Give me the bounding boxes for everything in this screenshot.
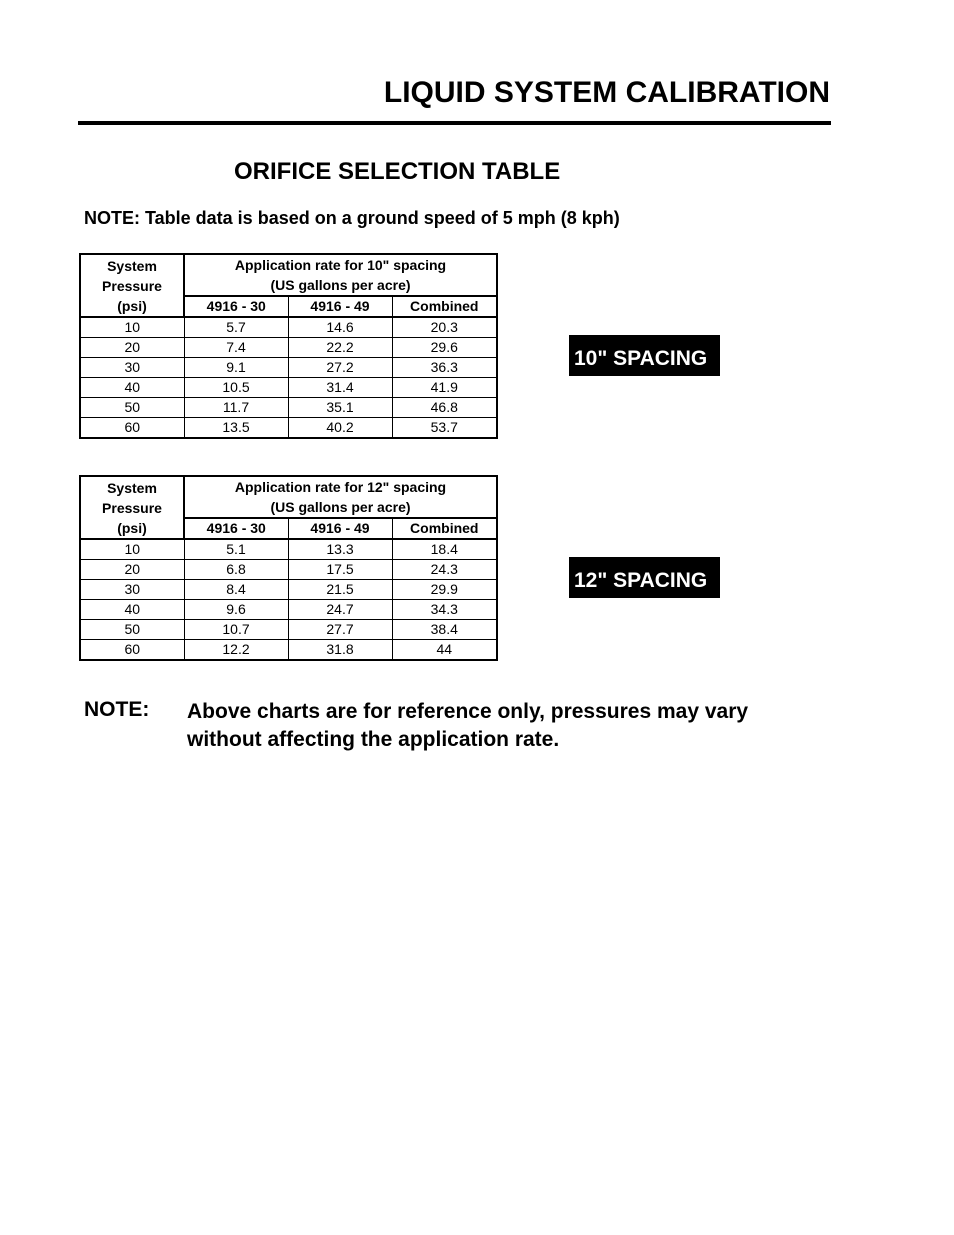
rate-cell: 35.1 bbox=[288, 398, 392, 418]
rate-cell: 14.6 bbox=[288, 317, 392, 338]
pressure-cell: 10 bbox=[80, 539, 184, 560]
rate-cell: 9.6 bbox=[184, 600, 288, 620]
table-row bbox=[80, 358, 497, 378]
pressure-cell: 20 bbox=[80, 338, 184, 358]
rate-cell: 9.1 bbox=[184, 358, 288, 378]
rate-cell: 8.4 bbox=[184, 580, 288, 600]
column-header: Combined bbox=[392, 296, 497, 317]
rate-cell: 21.5 bbox=[288, 580, 392, 600]
rate-cell: 10.7 bbox=[184, 620, 288, 640]
column-header: 4916 - 49 bbox=[288, 518, 392, 539]
table-row bbox=[80, 640, 497, 661]
rate-cell: 24.7 bbox=[288, 600, 392, 620]
pressure-cell: 50 bbox=[80, 620, 184, 640]
rate-cell: 6.8 bbox=[184, 560, 288, 580]
column-header: 4916 - 30 bbox=[184, 296, 288, 317]
header-line: Application rate for 10" spacing bbox=[234, 257, 447, 273]
system-pressure-header bbox=[80, 254, 184, 317]
rate-cell: 38.4 bbox=[392, 620, 497, 640]
table-row bbox=[80, 580, 497, 600]
header-line: Application rate for 12" spacing bbox=[234, 479, 447, 495]
rate-cell: 29.6 bbox=[392, 338, 497, 358]
spacing-badge-12in: 12" SPACING bbox=[569, 557, 720, 598]
rate-cell: 18.4 bbox=[392, 539, 497, 560]
pressure-cell: 20 bbox=[80, 560, 184, 580]
header-line: Pressure bbox=[102, 499, 162, 516]
speed-note: NOTE: Table data is based on a ground speed of 5 mph (8 kph) bbox=[84, 208, 620, 228]
header-line: System bbox=[107, 479, 157, 496]
pressure-cell: 30 bbox=[80, 358, 184, 378]
table-row bbox=[80, 398, 497, 418]
rate-cell: 34.3 bbox=[392, 600, 497, 620]
pressure-cell: 40 bbox=[80, 378, 184, 398]
table-row bbox=[80, 378, 497, 398]
page-title: LIQUID SYSTEM CALIBRATION bbox=[383, 76, 830, 109]
rate-cell: 40.2 bbox=[288, 418, 392, 439]
rate-cell: 44 bbox=[392, 640, 497, 661]
section-title: ORIFICE SELECTION TABLE bbox=[234, 158, 561, 185]
pressure-cell: 60 bbox=[80, 640, 184, 661]
table-row bbox=[80, 620, 497, 640]
spacing-badge-10in: 10" SPACING bbox=[569, 335, 720, 376]
column-header: Combined bbox=[392, 518, 497, 539]
header-line: System bbox=[107, 257, 157, 274]
table-row bbox=[80, 338, 497, 358]
header-line: Pressure bbox=[102, 277, 162, 294]
rate-cell: 13.5 bbox=[184, 418, 288, 439]
rate-cell: 31.8 bbox=[288, 640, 392, 661]
rate-cell: 41.9 bbox=[392, 378, 497, 398]
header-rule bbox=[78, 121, 831, 125]
reference-note-text: Above charts are for reference only, pressures may vary without affecting the application rate. bbox=[187, 700, 749, 751]
pressure-cell: 40 bbox=[80, 600, 184, 620]
rate-cell: 22.2 bbox=[288, 338, 392, 358]
rate-cell: 17.5 bbox=[288, 560, 392, 580]
rate-cell: 24.3 bbox=[392, 560, 497, 580]
orifice-table-12in bbox=[79, 475, 498, 661]
rate-cell: 5.7 bbox=[184, 317, 288, 338]
application-rate-header bbox=[184, 254, 497, 296]
rate-cell: 53.7 bbox=[392, 418, 497, 439]
pressure-cell: 50 bbox=[80, 398, 184, 418]
rate-cell: 31.4 bbox=[288, 378, 392, 398]
header-line: (psi) bbox=[117, 519, 147, 536]
header-line: (US gallons per acre) bbox=[270, 277, 411, 293]
rate-cell: 46.8 bbox=[392, 398, 497, 418]
table-row bbox=[80, 600, 497, 620]
table-row bbox=[80, 539, 497, 560]
rate-cell: 27.2 bbox=[288, 358, 392, 378]
table-row bbox=[80, 560, 497, 580]
column-header: 4916 - 30 bbox=[184, 518, 288, 539]
column-header: 4916 - 49 bbox=[288, 296, 392, 317]
rate-cell: 27.7 bbox=[288, 620, 392, 640]
pressure-cell: 10 bbox=[80, 317, 184, 338]
rate-cell: 7.4 bbox=[184, 338, 288, 358]
orifice-table-10in bbox=[79, 253, 498, 439]
rate-cell: 20.3 bbox=[392, 317, 497, 338]
rate-cell: 29.9 bbox=[392, 580, 497, 600]
reference-note-label: NOTE: bbox=[84, 698, 150, 721]
table-row bbox=[80, 418, 497, 439]
rate-cell: 36.3 bbox=[392, 358, 497, 378]
rate-cell: 10.5 bbox=[184, 378, 288, 398]
rate-cell: 13.3 bbox=[288, 539, 392, 560]
header-line: (psi) bbox=[117, 297, 147, 314]
system-pressure-header bbox=[80, 476, 184, 539]
rate-cell: 11.7 bbox=[184, 398, 288, 418]
pressure-cell: 30 bbox=[80, 580, 184, 600]
header-line: (US gallons per acre) bbox=[270, 499, 411, 515]
pressure-cell: 60 bbox=[80, 418, 184, 439]
application-rate-header bbox=[184, 476, 497, 518]
table-row bbox=[80, 317, 497, 338]
rate-cell: 5.1 bbox=[184, 539, 288, 560]
rate-cell: 12.2 bbox=[184, 640, 288, 661]
